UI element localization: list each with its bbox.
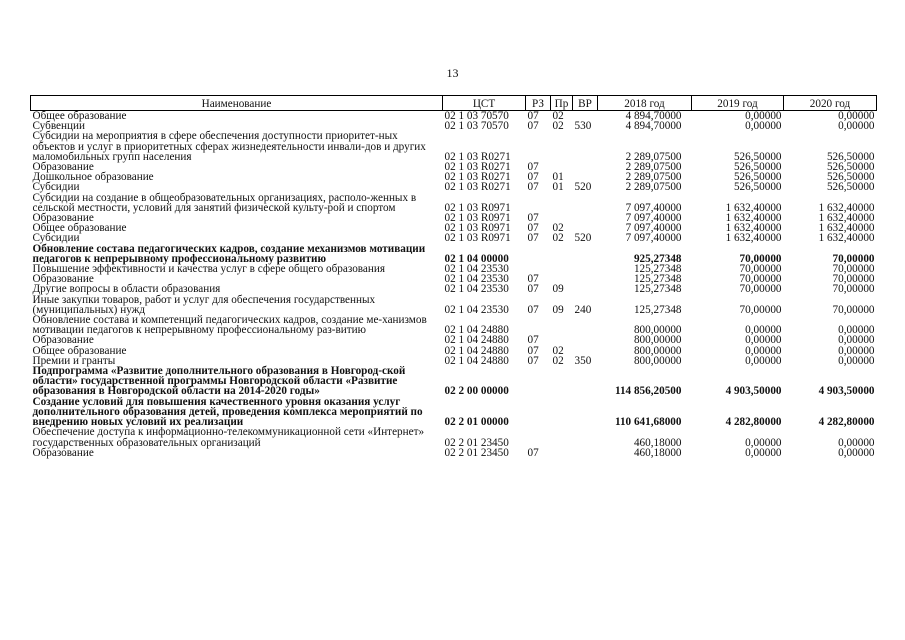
row-cst: 02 1 04 23530: [444, 273, 509, 286]
row-2020: 1 632,40000: [818, 212, 875, 225]
row-2019: 526,50000: [733, 171, 782, 184]
row-2019: 0,00000: [745, 354, 782, 367]
row-cst: 02 2 00 00000: [444, 385, 509, 398]
row-2018: 7 097,40000: [625, 212, 682, 225]
row-vr: 240: [574, 303, 592, 316]
row-name: Образование: [32, 334, 94, 347]
row-cst: 02 1 03 R0271: [444, 181, 511, 194]
row-name: Обновление состава и компетенций педагогических кадров, создание ме-ханизмов мотивации педагогов к непрерывному профессиональному раз-витию: [32, 314, 427, 337]
row-2019: 526,50000: [733, 150, 782, 163]
row-2020: 0,00000: [838, 324, 875, 337]
row-rz: [526, 315, 551, 335]
row-cst: 02 1 04 24880: [444, 344, 509, 357]
row-cst: 02 2 01 23450: [444, 436, 509, 449]
row-cst: 02 1 04 00000: [444, 252, 509, 265]
row-name: Образование: [32, 273, 94, 286]
row-2018: 125,27348: [633, 283, 682, 296]
header-2018: 2018 год: [598, 96, 692, 111]
row-2019: 0,00000: [745, 324, 782, 337]
row-vr: [573, 162, 598, 172]
row-2019: 526,50000: [733, 161, 782, 174]
row-cst: 02 1 03 70570: [444, 110, 509, 122]
table-body: [31, 111, 877, 458]
row-2019: 0,00000: [745, 334, 782, 347]
row-pr: 09: [552, 303, 564, 316]
row-2018: 125,27348: [633, 303, 682, 316]
row-pr: [551, 315, 573, 335]
row-cst: 02 1 04 24880: [444, 334, 509, 347]
row-pr: 02: [552, 344, 564, 357]
header-rz: РЗ: [526, 96, 551, 111]
row-vr: [573, 244, 598, 264]
row-2019: 0,00000: [745, 344, 782, 357]
page-number: 13: [446, 66, 459, 80]
row-cst: 02 1 03 R0271: [444, 171, 511, 184]
row-2019: 70,00000: [739, 252, 782, 265]
row-cst: 02 1 04 23530: [444, 283, 509, 296]
row-rz: 07: [527, 161, 539, 174]
row-pr: 01: [552, 181, 564, 194]
row-pr: [551, 193, 573, 213]
row-vr: [573, 315, 598, 335]
row-cst: 02 1 04 23530: [444, 303, 509, 316]
table-row: [31, 244, 877, 264]
row-2020: 70,00000: [832, 263, 875, 276]
row-vr: [573, 213, 598, 223]
budget-table: [30, 95, 877, 458]
row-pr: [551, 131, 573, 162]
row-2020: 526,50000: [826, 150, 875, 163]
row-2018: 800,00000: [633, 354, 682, 367]
row-2020: 0,00000: [838, 354, 875, 367]
row-rz: 07: [527, 212, 539, 225]
row-2018: 125,27348: [633, 263, 682, 276]
row-cst: 02 1 04 23530: [444, 263, 509, 276]
row-vr: 520: [574, 181, 592, 194]
row-2019: 0,00000: [745, 436, 782, 449]
row-rz: 07: [527, 344, 539, 357]
row-2019: 70,00000: [739, 263, 782, 276]
row-pr: [551, 264, 573, 274]
row-cst: 02 1 03 70570: [444, 120, 509, 133]
row-cst: 02 1 03 R0271: [444, 161, 511, 174]
header-cst: ЦСТ: [443, 96, 526, 111]
row-2019: 70,00000: [739, 303, 782, 316]
row-cst: 02 1 04 24880: [444, 354, 509, 367]
table-row: [31, 448, 877, 458]
row-vr: [573, 427, 598, 447]
row-pr: 02: [552, 222, 564, 235]
row-2020: 70,00000: [832, 252, 875, 265]
row-name: Подпрограмма «Развитие дополнительного образования в Новгород-ской области» государственной программы Новгородской области «Развитие образования в Новгородской области на 2014-2020 годы»: [32, 365, 406, 398]
row-rz: 07: [527, 120, 539, 133]
row-2019: 70,00000: [739, 273, 782, 286]
row-name: Другие вопросы в области образования: [32, 283, 221, 296]
table-row: [31, 193, 877, 213]
row-rz: 07: [527, 181, 539, 194]
row-2020: 0,00000: [838, 110, 875, 122]
row-pr: [551, 427, 573, 447]
row-2019: 0,00000: [745, 110, 782, 122]
row-vr: [573, 366, 598, 397]
row-2018: 114 856,20500: [614, 385, 682, 398]
row-name: Субсидии: [32, 181, 80, 194]
row-2018: 110 641,68000: [614, 416, 682, 429]
row-pr: 02: [552, 110, 564, 122]
row-2020: 0,00000: [838, 334, 875, 347]
row-vr: [573, 284, 598, 294]
row-pr: [551, 366, 573, 397]
row-name: Субсидии на создание в общеобразовательных организациях, располо-женных в сельской местности, условий для занятий физической культу-рой и спортом: [32, 191, 417, 214]
row-name: Иные закупки товаров, работ и услуг для обеспечения государственных (муниципальных) нужд: [32, 293, 376, 316]
row-name: Образование: [32, 446, 94, 459]
row-2020: 1 632,40000: [818, 232, 875, 245]
row-pr: [551, 244, 573, 264]
row-2018: 2 289,07500: [625, 161, 682, 174]
row-name: Повышение эффективности и качества услуг в сфере общего образования: [32, 263, 386, 276]
row-rz: 07: [527, 222, 539, 235]
header-2020: 2020 год: [784, 96, 877, 111]
row-pr: 02: [552, 354, 564, 367]
row-name: Общее образование: [32, 344, 127, 357]
row-vr: [573, 397, 598, 428]
row-vr: [573, 264, 598, 274]
row-2018: 800,00000: [633, 324, 682, 337]
row-rz: [526, 131, 551, 162]
row-rz: 07: [527, 303, 539, 316]
row-2018: 2 289,07500: [625, 150, 682, 163]
row-rz: [526, 244, 551, 264]
row-2020: 526,50000: [826, 171, 875, 184]
row-rz: [526, 397, 551, 428]
row-2019: 4 282,80000: [725, 416, 782, 429]
row-cst: 02 1 03 R0271: [444, 150, 511, 163]
header-2019: 2019 год: [692, 96, 784, 111]
row-name: Обеспечение доступа к информационно-телекоммуникационной сети «Интернет» государственных образовательных организаций: [32, 426, 425, 449]
table-row: [31, 295, 877, 315]
row-rz: 07: [527, 232, 539, 245]
row-rz: [526, 427, 551, 447]
row-2019: 1 632,40000: [725, 201, 782, 214]
row-name: Общее образование: [32, 110, 127, 122]
row-vr: [573, 448, 598, 458]
row-rz: 07: [527, 334, 539, 347]
row-2019: 1 632,40000: [725, 212, 782, 225]
row-2018: 460,18000: [633, 436, 682, 449]
row-name: Образование: [32, 212, 94, 225]
row-2020: 70,00000: [832, 273, 875, 286]
row-name: Премии и гранты: [32, 354, 116, 367]
row-rz: 07: [527, 273, 539, 286]
row-2018: 2 289,07500: [625, 171, 682, 184]
row-name: Общее образование: [32, 222, 127, 235]
row-name: Обновление состава педагогических кадров, создание механизмов мотивации педагогов к непрерывному профессиональному развитию: [32, 242, 426, 265]
row-cst: 02 1 03 R0971: [444, 201, 511, 214]
row-vr: [573, 335, 598, 345]
row-2019: 0,00000: [745, 120, 782, 133]
row-2019: 1 632,40000: [725, 222, 782, 235]
row-vr: [573, 193, 598, 213]
row-2019: 1 632,40000: [725, 232, 782, 245]
row-name: Субсидии на мероприятия в сфере обеспечения доступности приоритет-ных объектов и услуг в приоритетных сферах жизнедеятельности инвали-дов и других маломобильных групп населения: [32, 130, 426, 163]
row-2018: 925,27348: [633, 252, 682, 265]
header-pr: Пр: [551, 96, 573, 111]
row-name: Создание условий для повышения качественного уровня оказания услуг дополнительного образования детей, проведения комплекса мероприятий по внедрению новых условий их реализации: [32, 395, 423, 429]
row-vr: [573, 274, 598, 284]
row-rz: 07: [527, 446, 539, 459]
row-pr: 02: [552, 120, 564, 133]
row-2018: 4 894,70000: [625, 120, 682, 133]
row-cst: 02 2 01 00000: [444, 416, 509, 429]
row-rz: 07: [527, 283, 539, 296]
row-vr: 530: [574, 120, 592, 133]
row-name: Субсидии: [32, 232, 80, 245]
row-vr: 520: [574, 232, 592, 245]
table-row: [31, 131, 877, 162]
table-row: [31, 427, 877, 447]
table-row: [31, 397, 877, 428]
row-2020: 70,00000: [832, 283, 875, 296]
row-cst: 02 2 01 23450: [444, 446, 509, 459]
row-cst: 02 1 03 R0971: [444, 222, 511, 235]
row-2020: 0,00000: [838, 344, 875, 357]
row-2020: 4 903,50000: [818, 385, 875, 398]
row-rz: [526, 193, 551, 213]
row-2020: 70,00000: [832, 303, 875, 316]
row-name: Дошкольное образование: [32, 171, 154, 184]
row-cst: 02 1 03 R0971: [444, 212, 511, 225]
row-2018: 800,00000: [633, 344, 682, 357]
row-2018: 2 289,07500: [625, 181, 682, 194]
row-pr: 09: [552, 283, 564, 296]
row-2020: 1 632,40000: [818, 201, 875, 214]
row-rz: 07: [527, 110, 539, 122]
row-name: Субвенции: [32, 120, 85, 133]
row-pr: [551, 448, 573, 458]
row-2020: 0,00000: [838, 446, 875, 459]
row-2020: 1 632,40000: [818, 222, 875, 235]
header-name: Наименование: [31, 96, 443, 111]
header-vr: ВР: [573, 96, 598, 111]
row-2019: 0,00000: [745, 446, 782, 459]
row-2020: 526,50000: [826, 181, 875, 194]
row-2018: 125,27348: [633, 273, 682, 286]
table-header-row: [31, 96, 877, 111]
row-2019: 4 903,50000: [725, 385, 782, 398]
row-2018: 460,18000: [633, 446, 682, 459]
row-vr: [573, 131, 598, 162]
row-pr: [551, 397, 573, 428]
row-2020: 0,00000: [838, 120, 875, 133]
row-2018: 7 097,40000: [625, 201, 682, 214]
row-2020: 4 282,80000: [818, 416, 875, 429]
table-row: [31, 315, 877, 335]
row-rz: 07: [527, 171, 539, 184]
row-name: Образование: [32, 161, 94, 174]
row-pr: 01: [552, 171, 564, 184]
row-2020: 0,00000: [838, 436, 875, 449]
row-2019: 70,00000: [739, 283, 782, 296]
row-2019: 526,50000: [733, 181, 782, 194]
row-2018: 7 097,40000: [625, 222, 682, 235]
row-2018: 4 894,70000: [625, 110, 682, 122]
row-2018: 7 097,40000: [625, 232, 682, 245]
table-row: [31, 366, 877, 397]
row-rz: 07: [527, 354, 539, 367]
row-rz: [526, 366, 551, 397]
row-vr: 350: [574, 354, 592, 367]
row-pr: 02: [552, 232, 564, 245]
row-2018: 800,00000: [633, 334, 682, 347]
row-cst: 02 1 03 R0971: [444, 232, 511, 245]
row-cst: 02 1 04 24880: [444, 324, 509, 337]
row-2020: 526,50000: [826, 161, 875, 174]
